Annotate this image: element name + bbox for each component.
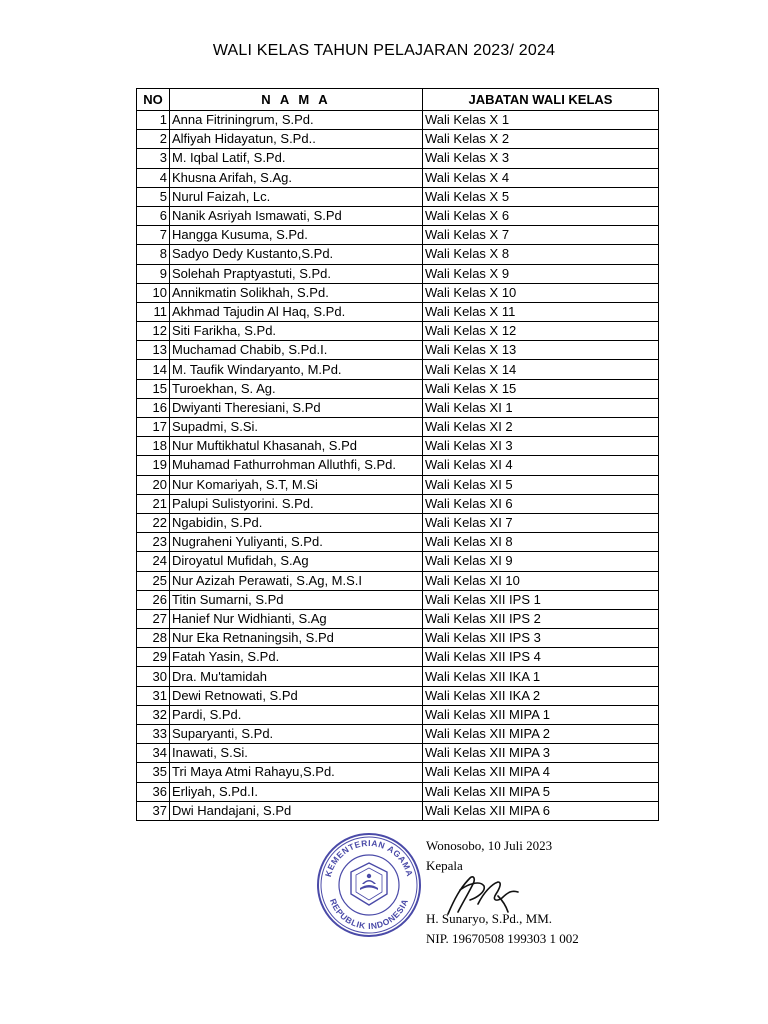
row-no: 21	[137, 494, 170, 513]
row-jabatan: Wali Kelas XII MIPA 3	[423, 744, 659, 763]
row-no: 7	[137, 226, 170, 245]
table-row	[137, 341, 659, 360]
row-no: 27	[137, 609, 170, 628]
row-jabatan: Wali Kelas XI 1	[423, 398, 659, 417]
row-nama: Turoekhan, S. Ag.	[170, 379, 423, 398]
row-no: 31	[137, 686, 170, 705]
row-nama: Palupi Sulistyorini. S.Pd.	[170, 494, 423, 513]
table-row	[137, 686, 659, 705]
row-no: 23	[137, 533, 170, 552]
row-jabatan: Wali Kelas X 14	[423, 360, 659, 379]
row-no: 29	[137, 648, 170, 667]
row-jabatan: Wali Kelas X 3	[423, 149, 659, 168]
row-no: 4	[137, 168, 170, 187]
row-jabatan: Wali Kelas XII MIPA 5	[423, 782, 659, 801]
table-row	[137, 264, 659, 283]
wali-kelas-table	[136, 88, 659, 821]
row-no: 30	[137, 667, 170, 686]
row-jabatan: Wali Kelas XI 8	[423, 533, 659, 552]
row-jabatan: Wali Kelas XI 9	[423, 552, 659, 571]
row-no: 25	[137, 571, 170, 590]
signer-position: Kepala	[426, 858, 463, 873]
row-nama: Dra. Mu'tamidah	[170, 667, 423, 686]
row-nama: Anna Fitriningrum, S.Pd.	[170, 111, 423, 130]
row-jabatan: Wali Kelas XI 5	[423, 475, 659, 494]
row-no: 20	[137, 475, 170, 494]
row-jabatan: Wali Kelas XII MIPA 1	[423, 705, 659, 724]
row-jabatan: Wali Kelas X 15	[423, 379, 659, 398]
row-no: 9	[137, 264, 170, 283]
row-jabatan: Wali Kelas XI 6	[423, 494, 659, 513]
row-jabatan: Wali Kelas X 12	[423, 322, 659, 341]
row-no: 22	[137, 513, 170, 532]
row-nama: Suparyanti, S.Pd.	[170, 725, 423, 744]
row-nama: Ngabidin, S.Pd.	[170, 513, 423, 532]
row-nama: Akhmad Tajudin Al Haq, S.Pd.	[170, 302, 423, 321]
row-jabatan: Wali Kelas XI 10	[423, 571, 659, 590]
header-nama: N A M A	[170, 89, 423, 111]
table-row	[137, 494, 659, 513]
table-row	[137, 552, 659, 571]
row-no: 17	[137, 418, 170, 437]
row-no: 24	[137, 552, 170, 571]
row-nama: Dewi Retnowati, S.Pd	[170, 686, 423, 705]
handwritten-signature	[440, 870, 530, 918]
row-jabatan: Wali Kelas XII IKA 1	[423, 667, 659, 686]
row-jabatan: Wali Kelas XII MIPA 6	[423, 801, 659, 820]
row-jabatan: Wali Kelas X 5	[423, 187, 659, 206]
row-jabatan: Wali Kelas XI 7	[423, 513, 659, 532]
row-nama: Nur Eka Retnaningsih, S.Pd	[170, 629, 423, 648]
seal-text-bottom: REPUBLIK INDONESIA	[327, 897, 411, 932]
row-nama: Diroyatul Mufidah, S.Ag	[170, 552, 423, 571]
row-nama: Fatah Yasin, S.Pd.	[170, 648, 423, 667]
row-jabatan: Wali Kelas XII MIPA 2	[423, 725, 659, 744]
row-nama: Hanief Nur Widhianti, S.Ag	[170, 609, 423, 628]
row-no: 1	[137, 111, 170, 130]
row-jabatan: Wali Kelas X 13	[423, 341, 659, 360]
row-jabatan: Wali Kelas X 10	[423, 283, 659, 302]
row-no: 15	[137, 379, 170, 398]
row-nama: Inawati, S.Si.	[170, 744, 423, 763]
row-jabatan: Wali Kelas X 11	[423, 302, 659, 321]
row-jabatan: Wali Kelas XII IPS 4	[423, 648, 659, 667]
row-jabatan: Wali Kelas XI 4	[423, 456, 659, 475]
header-jabatan: JABATAN WALI KELAS	[423, 89, 659, 111]
row-no: 16	[137, 398, 170, 417]
row-jabatan: Wali Kelas X 4	[423, 168, 659, 187]
row-nama: Annikmatin Solikhah, S.Pd.	[170, 283, 423, 302]
table-row	[137, 667, 659, 686]
header-no: NO	[137, 89, 170, 111]
row-no: 12	[137, 322, 170, 341]
row-nama: Khusna Arifah, S.Ag.	[170, 168, 423, 187]
row-nama: Nurul Faizah, Lc.	[170, 187, 423, 206]
signer-nip: NIP. 19670508 199303 1 002	[426, 931, 579, 946]
row-nama: Nanik Asriyah Ismawati, S.Pd	[170, 206, 423, 225]
row-jabatan: Wali Kelas XII IPS 2	[423, 609, 659, 628]
table-row	[137, 590, 659, 609]
table-row	[137, 763, 659, 782]
row-no: 6	[137, 206, 170, 225]
row-nama: Nur Muftikhatul Khasanah, S.Pd	[170, 437, 423, 456]
row-jabatan: Wali Kelas XII IPS 3	[423, 629, 659, 648]
row-nama: Alfiyah Hidayatun, S.Pd..	[170, 130, 423, 149]
row-jabatan: Wali Kelas X 9	[423, 264, 659, 283]
table-row	[137, 283, 659, 302]
table-row	[137, 322, 659, 341]
table-row	[137, 437, 659, 456]
table-row	[137, 187, 659, 206]
row-nama: Muchamad Chabib, S.Pd.I.	[170, 341, 423, 360]
row-no: 19	[137, 456, 170, 475]
row-nama: M. Iqbal Latif, S.Pd.	[170, 149, 423, 168]
table-row	[137, 111, 659, 130]
row-jabatan: Wali Kelas XII IKA 2	[423, 686, 659, 705]
kementerian-agama-seal	[316, 832, 422, 938]
table-row	[137, 206, 659, 225]
table-row	[137, 725, 659, 744]
table-row	[137, 571, 659, 590]
row-no: 13	[137, 341, 170, 360]
signer-name: H. Sunaryo, S.Pd., MM.	[426, 911, 553, 926]
row-nama: Muhamad Fathurrohman Alluthfi, S.Pd.	[170, 456, 423, 475]
row-nama: M. Taufik Windaryanto, M.Pd.	[170, 360, 423, 379]
table-row	[137, 130, 659, 149]
row-jabatan: Wali Kelas X 6	[423, 206, 659, 225]
row-no: 33	[137, 725, 170, 744]
row-nama: Sadyo Dedy Kustanto,S.Pd.	[170, 245, 423, 264]
table-row	[137, 782, 659, 801]
row-no: 26	[137, 590, 170, 609]
table-row	[137, 418, 659, 437]
row-nama: Siti Farikha, S.Pd.	[170, 322, 423, 341]
table-row	[137, 149, 659, 168]
row-no: 34	[137, 744, 170, 763]
row-nama: Nur Komariyah, S.T, M.Si	[170, 475, 423, 494]
row-nama: Titin Sumarni, S.Pd	[170, 590, 423, 609]
place-date: Wonosobo, 10 Juli 2023	[426, 838, 553, 853]
page-title: WALI KELAS TAHUN PELAJARAN 2023/ 2024	[212, 42, 556, 59]
table-row	[137, 456, 659, 475]
row-no: 35	[137, 763, 170, 782]
row-nama: Pardi, S.Pd.	[170, 705, 423, 724]
row-no: 11	[137, 302, 170, 321]
table-row	[137, 475, 659, 494]
table-row	[137, 629, 659, 648]
table-row	[137, 648, 659, 667]
row-jabatan: Wali Kelas X 2	[423, 130, 659, 149]
row-nama: Tri Maya Atmi Rahayu,S.Pd.	[170, 763, 423, 782]
table-row	[137, 379, 659, 398]
table-row	[137, 801, 659, 820]
row-nama: Hangga Kusuma, S.Pd.	[170, 226, 423, 245]
row-jabatan: Wali Kelas XI 3	[423, 437, 659, 456]
row-no: 28	[137, 629, 170, 648]
row-no: 18	[137, 437, 170, 456]
row-jabatan: Wali Kelas XII IPS 1	[423, 590, 659, 609]
row-jabatan: Wali Kelas X 1	[423, 111, 659, 130]
row-no: 8	[137, 245, 170, 264]
table-row	[137, 533, 659, 552]
row-nama: Dwi Handajani, S.Pd	[170, 801, 423, 820]
row-no: 37	[137, 801, 170, 820]
row-nama: Nur Azizah Perawati, S.Ag, M.S.I	[170, 571, 423, 590]
table-row	[137, 744, 659, 763]
row-nama: Supadmi, S.Si.	[170, 418, 423, 437]
table-body	[137, 111, 659, 821]
seal-text-top: KEMENTERIAN AGAMA	[322, 837, 416, 878]
table-row	[137, 513, 659, 532]
row-jabatan: Wali Kelas XII MIPA 4	[423, 763, 659, 782]
row-nama: Solehah Praptyastuti, S.Pd.	[170, 264, 423, 283]
row-jabatan: Wali Kelas X 8	[423, 245, 659, 264]
table-row	[137, 398, 659, 417]
row-no: 2	[137, 130, 170, 149]
row-jabatan: Wali Kelas X 7	[423, 226, 659, 245]
row-no: 10	[137, 283, 170, 302]
row-no: 14	[137, 360, 170, 379]
row-jabatan: Wali Kelas XI 2	[423, 418, 659, 437]
table-row	[137, 705, 659, 724]
svg-text:KEMENTERIAN AGAMA	[323, 838, 415, 878]
table-header-row	[137, 89, 659, 111]
row-no: 3	[137, 149, 170, 168]
row-no: 36	[137, 782, 170, 801]
table-row	[137, 226, 659, 245]
row-no: 32	[137, 705, 170, 724]
row-nama: Dwiyanti Theresiani, S.Pd	[170, 398, 423, 417]
row-nama: Erliyah, S.Pd.I.	[170, 782, 423, 801]
table-row	[137, 609, 659, 628]
row-no: 5	[137, 187, 170, 206]
table-row	[137, 245, 659, 264]
row-nama: Nugraheni Yuliyanti, S.Pd.	[170, 533, 423, 552]
table-row	[137, 360, 659, 379]
table-row	[137, 302, 659, 321]
table-row	[137, 168, 659, 187]
